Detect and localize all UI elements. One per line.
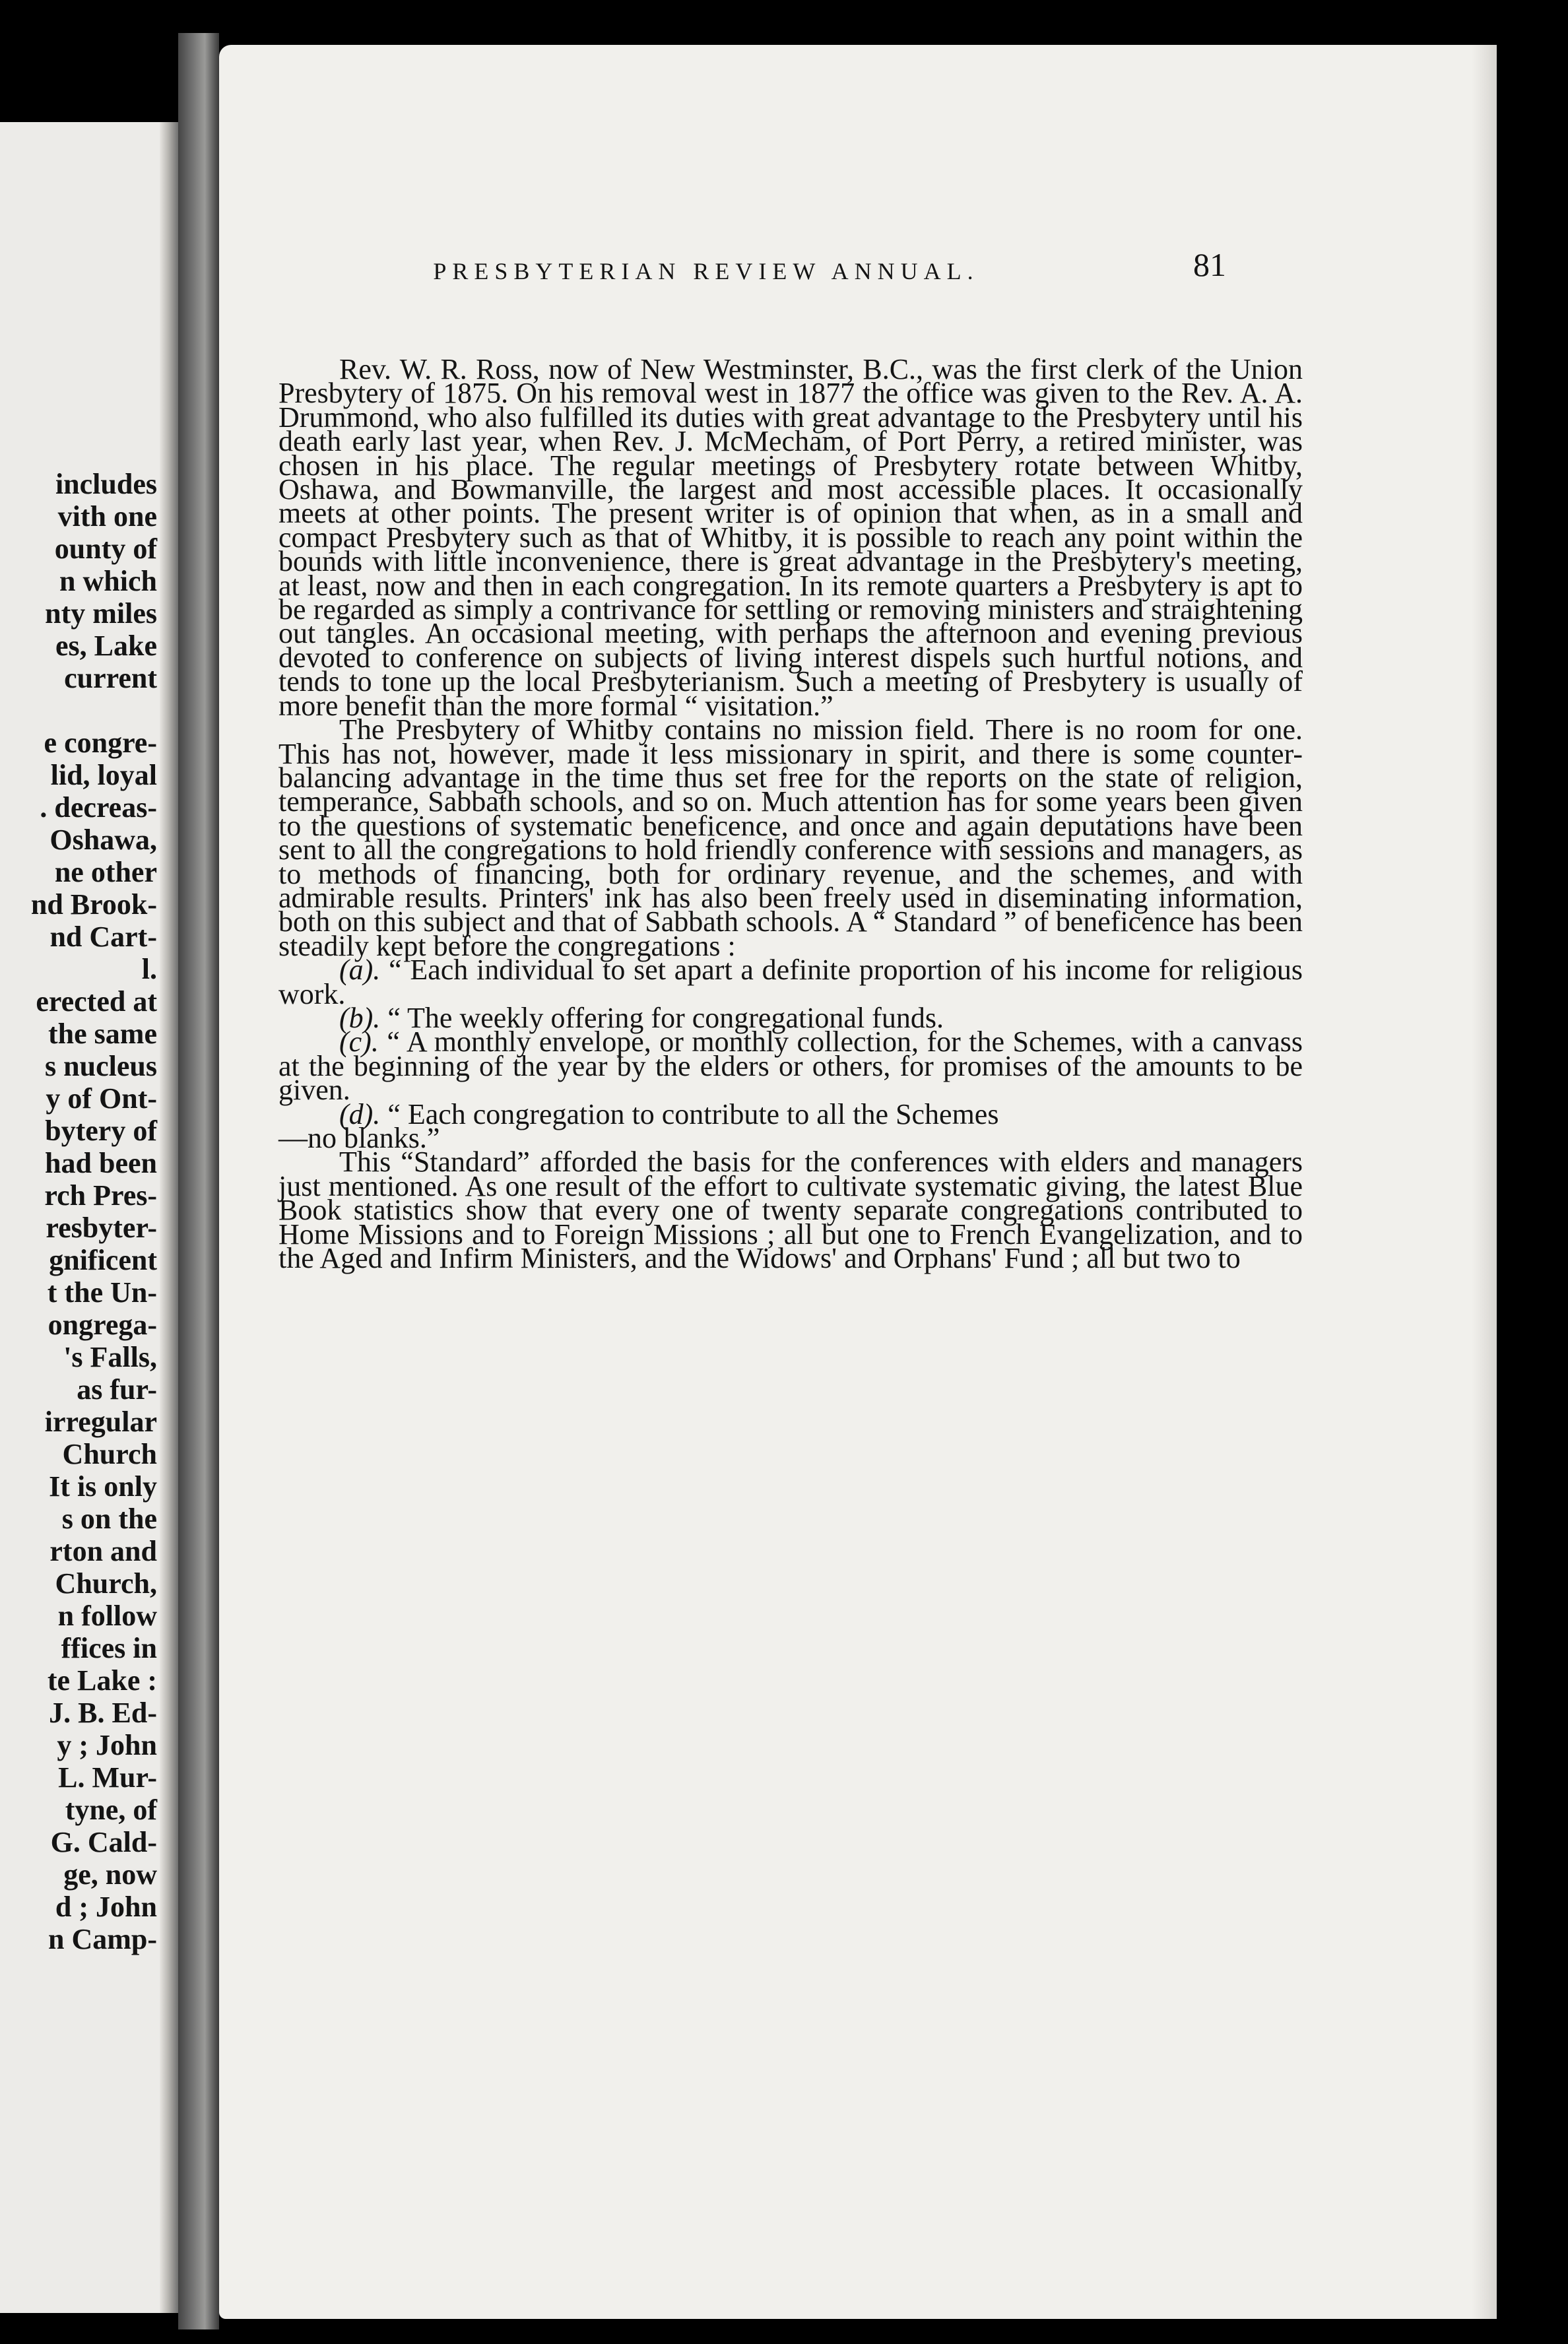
clause-list bbox=[278, 954, 1303, 1154]
left-page-line: had been bbox=[45, 1147, 157, 1179]
left-page-line: the same bbox=[48, 1018, 157, 1050]
left-page-line: erected at bbox=[36, 985, 157, 1018]
left-page-line: n which bbox=[59, 565, 157, 597]
left-page-line: 's Falls, bbox=[63, 1341, 157, 1373]
clause-a bbox=[278, 954, 1303, 1010]
left-page-line: y ; John bbox=[57, 1729, 157, 1761]
clause-letter: (b). bbox=[339, 1001, 381, 1034]
page-number: 81 bbox=[1193, 246, 1226, 283]
left-page-line: s on the bbox=[61, 1503, 157, 1535]
clause-d-continuation: —no blanks.” bbox=[278, 1122, 440, 1154]
left-page-line: Oshawa, bbox=[49, 824, 157, 856]
clause-letter: (d). bbox=[339, 1097, 381, 1130]
left-page-line: includes bbox=[55, 468, 157, 500]
left-page-line: as fur- bbox=[77, 1373, 157, 1406]
clause-text: “ Each congregation to contribute to all the Schemes bbox=[387, 1097, 999, 1130]
book-gutter bbox=[178, 33, 219, 2329]
left-page-line: n Camp- bbox=[48, 1923, 157, 1955]
left-page-line: n follow bbox=[57, 1600, 157, 1632]
left-page-line: vith one bbox=[57, 500, 157, 533]
left-page-line: ongrega- bbox=[48, 1309, 157, 1341]
clause-letter: (a). bbox=[339, 954, 381, 987]
left-page-line: es, Lake bbox=[55, 630, 157, 662]
left-page-line: rch Pres- bbox=[44, 1179, 157, 1212]
left-page-line: nd Brook- bbox=[30, 888, 157, 921]
left-page-line: L. Mur- bbox=[58, 1761, 157, 1794]
left-page-line: s nucleus bbox=[45, 1050, 157, 1082]
left-page-line: resbyter- bbox=[46, 1212, 157, 1244]
left-page-line: ffices in bbox=[61, 1632, 157, 1664]
left-page-line: rton and bbox=[49, 1535, 157, 1567]
body-text bbox=[278, 353, 1303, 1275]
left-facing-page bbox=[0, 122, 178, 2313]
paragraph: Rev. W. R. Ross, now of New Westminster, B.C., was the first clerk of the Union Presbytery of 1875. On his removal west in 1877 the office was given to the Rev. A. A. Drummond, who also fulfilled its duties with great advantage to the Presbytery until his death early last year, when Rev. J. McMecham, of Port Perry, a retired minister, was chosen in his place. The regular meetings of Presbytery rotate between Whitby, Oshawa, and Bowmanville, the largest and most accessible places. It occasionally meets at other points. The present writer is of opinion that when, as in a small and compact Presbytery such as that of Whitby, it is possible to reach any point within the bounds with little inconvenience, there is great advantage in the Presbytery's meeting, at least, now and then in each congregation. In its remote quarters a Presbytery is apt to be regarded as simply a contrivance for settling or removing ministers and straightening out tangles. An occasional meeting, with perhaps the afternoon and evening previous devoted to conference on subjects of living interest dispels such hurtful notions, and tends to tone up the local Presbyterianism. Such a meeting of Presbytery is usually of more benefit than the more formal “ visitation.” bbox=[278, 353, 1303, 722]
left-page-line: J. B. Ed- bbox=[49, 1697, 157, 1729]
left-page-line: l. bbox=[141, 953, 157, 985]
left-page-line: nty miles bbox=[45, 597, 157, 630]
left-page-line: Church, bbox=[55, 1567, 157, 1600]
clause-c bbox=[278, 1026, 1303, 1107]
left-page-line: G. Cald- bbox=[50, 1826, 157, 1858]
closing-paragraph: This “Standard” afforded the basis for the conferences with elders and managers just mentioned. As one result of the effort to cultivate systematic giving, the latest Blue Book statistics show that every one of twenty separate congregations contributed to Home Missions and to Foreign Missions ; all but one to French Evangelization, and to the Aged and Infirm Ministers, and the Widows' and Orphans' Fund ; all but two to bbox=[278, 1146, 1303, 1275]
left-page-line: gnificent bbox=[49, 1244, 157, 1276]
left-page-line: irregular bbox=[44, 1406, 157, 1438]
left-page-line: d ; John bbox=[55, 1891, 157, 1923]
clause-letter: (c). bbox=[339, 1026, 379, 1058]
page-edge-shadow bbox=[1472, 45, 1497, 2319]
left-page-line: lid, loyal bbox=[50, 759, 157, 791]
left-page-line: Church bbox=[62, 1438, 157, 1470]
clause-text: “ Each individual to set apart a definite proportion of his income for religious work. bbox=[278, 954, 1303, 1010]
clause-text: “ The weekly offering for congregational funds. bbox=[387, 1001, 944, 1034]
left-page-line: e congre- bbox=[44, 727, 157, 759]
left-page-line: ne other bbox=[54, 856, 157, 888]
left-page-line: tyne, of bbox=[65, 1794, 157, 1826]
left-page-line: t the Un- bbox=[47, 1276, 157, 1309]
left-page-line: It is only bbox=[49, 1470, 157, 1503]
left-page-line: ge, now bbox=[63, 1858, 157, 1891]
left-page-line: bytery of bbox=[45, 1115, 157, 1147]
left-page-line: nd Cart- bbox=[49, 921, 157, 953]
left-page-line: te Lake : bbox=[47, 1664, 157, 1697]
left-page-line: y of Ont- bbox=[46, 1082, 157, 1115]
left-page-edge-shadow bbox=[160, 122, 178, 2313]
left-page-line: ounty of bbox=[54, 533, 157, 565]
paragraph: The Presbytery of Whitby contains no mission field. There is no room for one. This has not, however, made it less missionary in spirit, and there is some counter-balancing advantage in the time thus set free for the reports on the state of religion, temperance, Sabbath schools, and so on. Much attention has for some years been given to the questions of systematic beneficence, and once and again deputations have been sent to all the congregations to hold friendly conference with sessions and managers, as to methods of financing, both for ordinary revenue, and the schemes, and with admirable results. Printers' ink has also been freely used in diseminating information, both on this subject and that of Sabbath schools. A “ Standard ” of beneficence has been steadily kept before the congregations : bbox=[278, 713, 1303, 962]
left-page-line: current bbox=[64, 662, 157, 694]
clause-text: “ A monthly envelope, or monthly collection, for the Schemes, with a canvass at the beginning of the year by the elders or others, for promises of the amounts to be given. bbox=[278, 1026, 1303, 1107]
left-page-line: . decreas- bbox=[40, 791, 157, 824]
running-head: PRESBYTERIAN REVIEW ANNUAL. bbox=[433, 258, 979, 284]
